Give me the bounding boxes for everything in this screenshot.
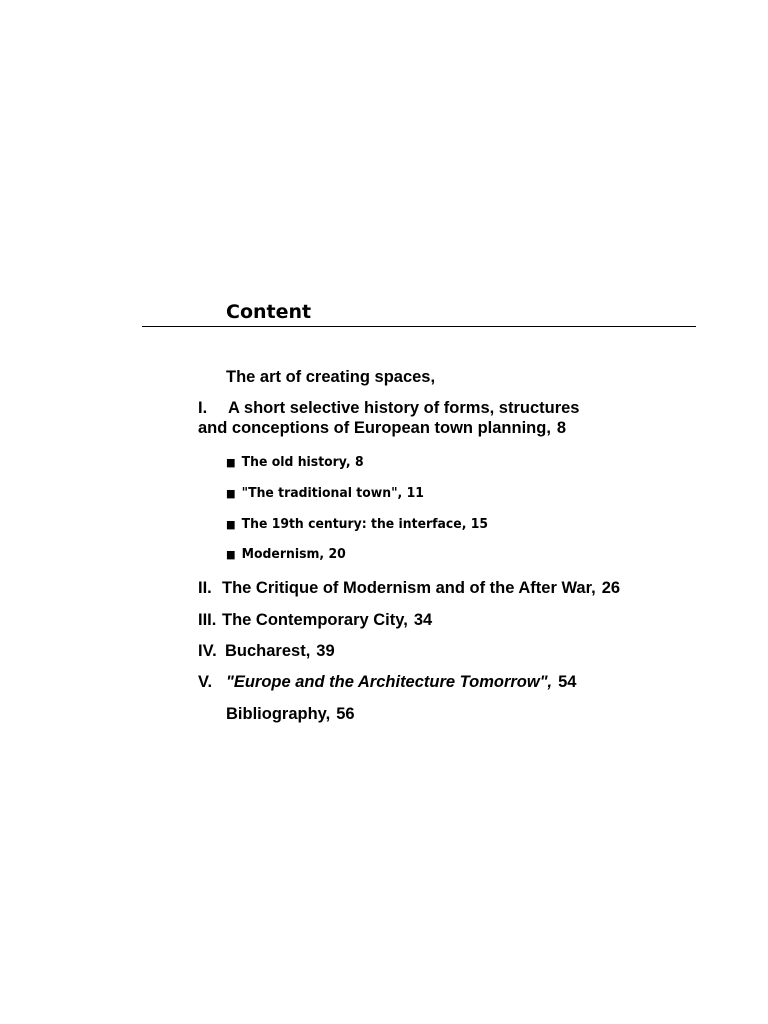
toc-entry-numeral: II. bbox=[198, 579, 212, 597]
toc-subentry bbox=[226, 484, 424, 503]
toc-entry-bibliography bbox=[226, 704, 355, 724]
toc-entry-2 bbox=[198, 578, 620, 598]
toc-entry-title: The Contemporary City, bbox=[222, 611, 408, 629]
toc-entry-title: Bucharest, bbox=[225, 642, 311, 660]
toc-subentry-page: 20 bbox=[328, 546, 346, 562]
toc-entry-numeral: IV. bbox=[198, 642, 217, 660]
bullet-icon: ■ bbox=[226, 487, 236, 500]
toc-subentry-page: 15 bbox=[470, 516, 489, 532]
toc-entry-page: 8 bbox=[556, 419, 567, 437]
toc-entry-intro bbox=[226, 367, 435, 387]
toc-entry-numeral: I. bbox=[198, 399, 208, 417]
toc-entry-page: 26 bbox=[601, 579, 621, 597]
toc-entry-title: The art of creating spaces, bbox=[226, 368, 436, 386]
toc-subentry bbox=[226, 545, 346, 564]
toc-subentry bbox=[226, 453, 364, 472]
toc-entry-page: 34 bbox=[413, 611, 433, 629]
toc-heading: Content bbox=[226, 301, 312, 323]
bullet-icon: ■ bbox=[226, 548, 236, 561]
toc-subentry-page: 11 bbox=[406, 485, 424, 501]
toc-subentry-title: The old history, bbox=[241, 454, 351, 470]
heading-rule bbox=[142, 326, 696, 327]
bullet-icon: ■ bbox=[226, 518, 236, 531]
toc-entry-title: A short selective history of forms, structures bbox=[228, 399, 580, 417]
toc-entry-1-continued bbox=[198, 418, 566, 438]
toc-entry-page: 56 bbox=[336, 705, 355, 723]
toc-entry-3 bbox=[198, 610, 432, 630]
toc-subentry bbox=[226, 515, 488, 534]
toc-subentry-title: Modernism, bbox=[241, 546, 325, 562]
toc-entry-title: "Europe and the Architecture Tomorrow", bbox=[226, 673, 553, 691]
toc-subentry-page: 8 bbox=[354, 454, 364, 470]
toc-entry-title: The Critique of Modernism and of the After War, bbox=[222, 579, 596, 597]
toc-entry-title: Bibliography, bbox=[226, 705, 331, 723]
bullet-icon: ■ bbox=[226, 456, 236, 469]
toc-entry-numeral: III. bbox=[198, 611, 217, 629]
toc-entry-4 bbox=[198, 641, 335, 661]
toc-entry-5 bbox=[198, 672, 576, 692]
toc-entry-page: 54 bbox=[558, 673, 577, 691]
toc-subentry-title: "The traditional town", bbox=[241, 485, 403, 501]
toc-entry-numeral: V. bbox=[198, 673, 213, 691]
toc-entry-page: 39 bbox=[316, 642, 335, 660]
toc-entry-title-line2: and conceptions of European town planning, bbox=[198, 419, 551, 437]
toc-subentry-title: The 19th century: the interface, bbox=[241, 516, 467, 532]
toc-entry-1 bbox=[198, 398, 580, 418]
